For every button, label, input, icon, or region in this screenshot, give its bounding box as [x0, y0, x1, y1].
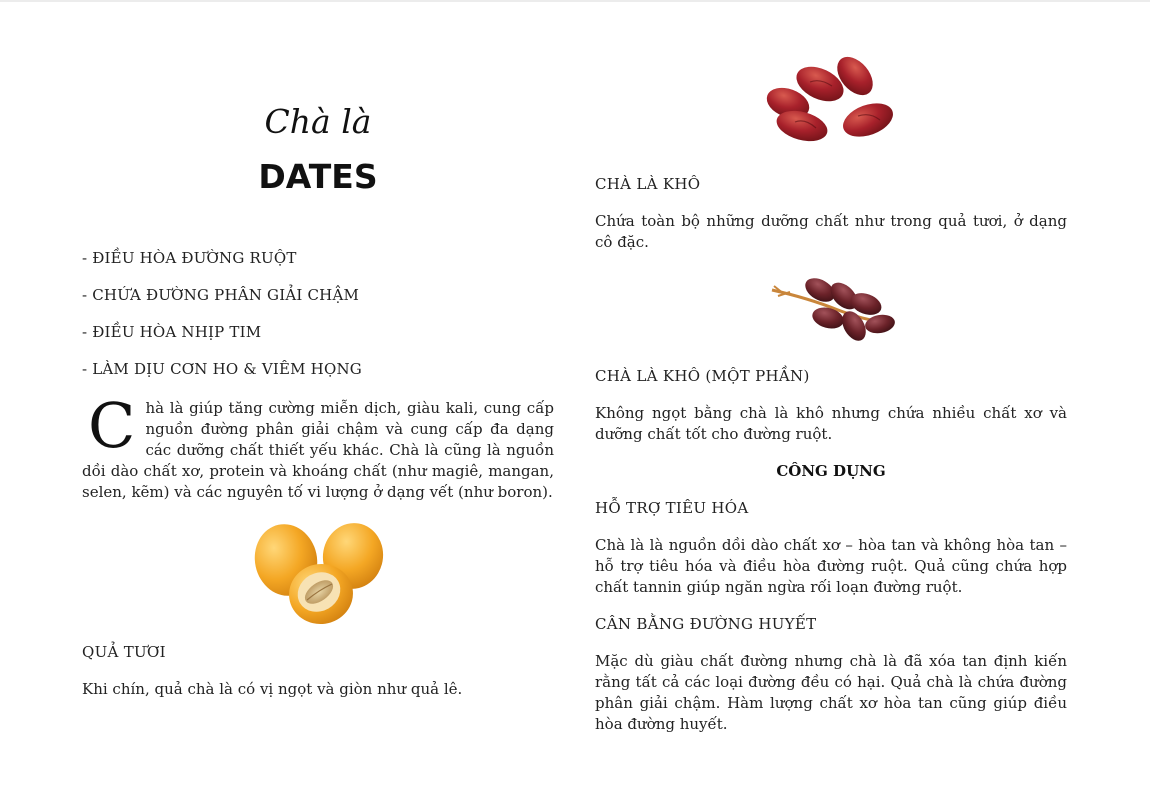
- benefit-item: - ĐIỀU HÒA NHỊP TIM: [82, 323, 262, 341]
- drop-cap: C: [88, 389, 136, 462]
- dried-text: Chứa toàn bộ những dưỡng chất như trong quả tươi, ở dạng cô đặc.: [595, 212, 1067, 251]
- benefit-item: - LÀM DỊU CƠN HO & VIÊM HỌNG: [82, 360, 362, 378]
- intro-text: hà là giúp tăng cường miễn dịch, giàu kali, cung cấp nguồn đường phân giải chậm và cung cấp đa dạng các dưỡng chất thiết yếu khác. Chà là cũng là nguồn dồi dào chất xơ, protein và khoáng chất (như magiê, mangan, selen, kẽm) và các nguyên tố vi lượng ở dạng vết (như boron).: [82, 399, 554, 501]
- uses-heading: CÔNG DỤNG: [776, 462, 886, 480]
- semi-dried-text: Không ngọt bằng chà là khô nhưng chứa nhiều chất xơ và dưỡng chất tốt cho đường ruột.: [595, 404, 1067, 443]
- fresh-text: Khi chín, quả chà là có vị ngọt và giòn như quả lê.: [82, 680, 463, 698]
- semi-dried-dates-image: [768, 268, 900, 346]
- blood-sugar-heading: CÂN BẰNG ĐƯỜNG HUYẾT: [595, 615, 817, 633]
- benefit-list: [82, 247, 362, 395]
- dried-dates-image: [760, 48, 905, 148]
- fresh-dates-image: [250, 518, 390, 628]
- benefit-item: - ĐIỀU HÒA ĐƯỜNG RUỘT: [82, 249, 297, 267]
- page-edge: [0, 0, 1150, 2]
- benefit-item: - CHỨA ĐƯỜNG PHÂN GIẢI CHẬM: [82, 286, 360, 304]
- digestion-heading: HỖ TRỢ TIÊU HÓA: [595, 499, 749, 517]
- dried-heading: CHÀ LÀ KHÔ: [595, 175, 701, 193]
- intro-paragraph: [82, 389, 554, 503]
- digestion-text: Chà là là nguồn dồi dào chất xơ – hòa tan và không hòa tan – hỗ trợ tiêu hóa và điều hòa đường ruột. Quả cũng chứa hợp chất tannin giúp ngăn ngừa rối loạn đường ruột.: [595, 536, 1067, 596]
- fresh-heading: QUẢ TƯƠI: [82, 643, 166, 661]
- title-vietnamese: Chà là: [264, 102, 372, 141]
- semi-dried-heading: CHÀ LÀ KHÔ (MỘT PHẦN): [595, 367, 810, 385]
- blood-sugar-text: Mặc dù giàu chất đường nhưng chà là đã xóa tan định kiến rằng tất cả các loại đường đều có hại. Quả chà là chứa đường phân giải chậm. Hàm lượng chất xơ hòa tan cũng giúp điều hòa đường huyết.: [595, 652, 1067, 733]
- title-english: DATES: [258, 157, 378, 196]
